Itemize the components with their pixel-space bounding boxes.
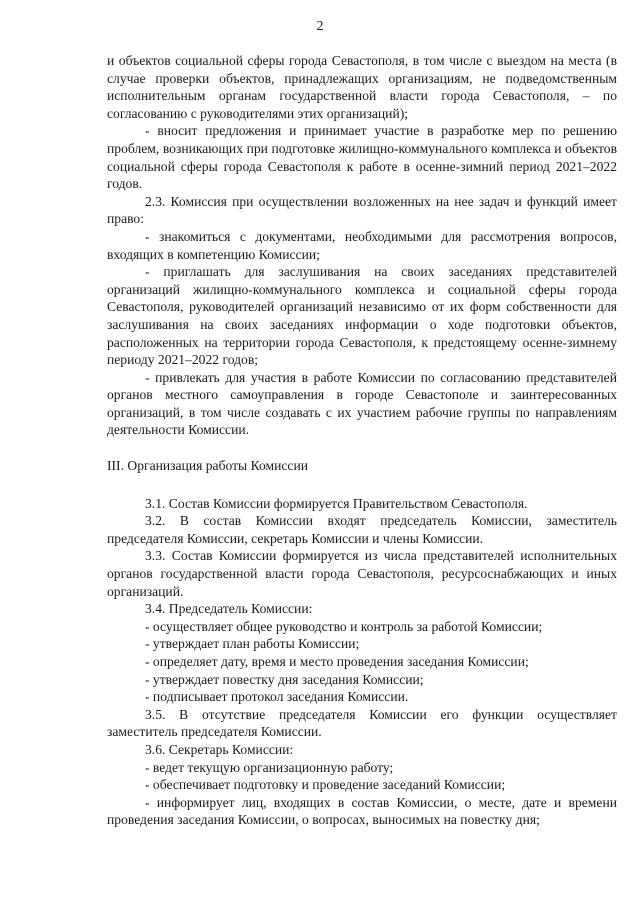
paragraph: - вносит предложения и принимает участие в разработке мер по решению проблем, возникающих при подготовке жилищно-коммунального комплекса и объектов социальной сферы города Севастополя к работе в осенне-зимний период 2021–2022 годов. xyxy=(107,123,617,192)
paragraph: 3.1. Состав Комиссии формируется Правительством Севастополя. xyxy=(145,495,528,511)
paragraph: - знакомиться с документами, необходимыми для рассмотрения вопросов, входящих в компетенцию Комиссии; xyxy=(107,228,617,262)
paragraph: - ведет текущую организационную работу; xyxy=(145,759,394,775)
paragraph: 3.3. Состав Комиссии формируется из числа представителей исполнительных органов государственной власти города Севастополя, ресурсоснабжающих и иных организаций. xyxy=(107,548,617,599)
document-body xyxy=(107,52,617,829)
paragraph: 3.6. Секретарь Комиссии: xyxy=(145,741,294,757)
section-ii-continuation xyxy=(107,52,617,439)
paragraph: - информирует лиц, входящих в состав Комиссии, о месте, дате и времени проведения заседания Комиссии, о вопросах, выносимых на повестку дня; xyxy=(107,794,617,828)
section-heading: III. Организация работы Комиссии xyxy=(107,458,309,474)
page-number: 2 xyxy=(316,19,324,34)
paragraph: - приглашать для заслушивания на своих заседаниях представителей организаций жилищно-коммунального комплекса и социальной сферы города Севастополя, руководителей организаций независимо от их форм собственности для заслушивания на своих заседаниях информации о ходе подготовки объектов, расположенных на территории города Севастополя, к предстоящему осенне-зимнему периоду 2021–2022 годов; xyxy=(107,264,617,368)
paragraph: - обеспечивает подготовку и проведение заседаний Комиссии; xyxy=(145,777,506,793)
paragraph: - привлекать для участия в работе Комиссии по согласованию представителей органов местного самоуправления в городе Севастополе и заинтересованных организаций, в том числе создавать с их участием рабочие группы по направлениям деятельности Комиссии. xyxy=(107,369,617,438)
paragraph: - утверждает план работы Комиссии; xyxy=(145,636,360,652)
paragraph: - утверждает повестку дня заседания Комиссии; xyxy=(145,671,424,687)
section-iii-body xyxy=(107,495,617,829)
paragraph: - подписывает протокол заседания Комиссии. xyxy=(145,689,409,705)
paragraph: 3.4. Председатель Комиссии: xyxy=(145,601,313,617)
paragraph: - осуществляет общее руководство и контроль за работой Комиссии; xyxy=(145,618,543,634)
paragraph: и объектов социальной сферы города Севастополя, в том числе с выездом на места (в случае проверки объектов, принадлежащих организациям, не подведомственным исполнительным органам государственной власти города Севастополя, – по согласованию с руководителями этих организаций); xyxy=(107,53,617,121)
paragraph: 3.5. В отсутствие председателя Комиссии его функции осуществляет заместитель председателя Комиссии. xyxy=(107,706,617,740)
paragraph: 2.3. Комиссия при осуществлении возложенных на нее задач и функций имеет право: xyxy=(107,193,617,227)
paragraph: 3.2. В состав Комиссии входят председатель Комиссии, заместитель председателя Комиссии, секретарь Комиссии и члены Комиссии. xyxy=(107,513,617,546)
paragraph: - определяет дату, время и место проведения заседания Комиссии; xyxy=(145,654,529,669)
